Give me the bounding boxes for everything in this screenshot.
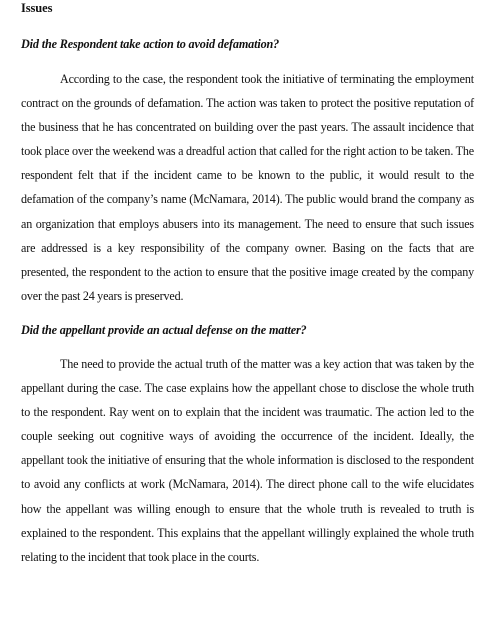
section-heading: Issues bbox=[21, 1, 53, 15]
question-heading-defense: Did the appellant provide an actual defense on the matter? bbox=[21, 322, 307, 337]
paragraph-defense: The need to provide the actual truth of the matter was a key action that was taken by the appellant during the case. The case explains how the appellant chose to disclose the whole truth to the respondent. Ray went on to explain that the incident was traumatic. The action led to the couple seeking out cognitive ways of avoiding the occurrence of the incident. Ideally, the appellant took the initiative of ensuring that the whole information is disclosed to the respondent to avoid any conflicts at work (McNamara, 2014). The direct phone call to the wife elucidates how the appellant was willing enough to ensure that the whole truth is revealed to truth is explained to the respondent. This explains that the appellant willingly explained the whole truth relating to the incident that took place in the courts. bbox=[21, 356, 474, 564]
paragraph-defamation: According to the case, the respondent took the initiative of terminating the employment contract on the grounds of defamation. The action was taken to protect the positive reputation of the business that he has concentrated on building over the past years. The assault incidence that took place over the weekend was a dreadful action that called for the right action to be taken. The respondent felt that if the incident came to be known to the public, it would result to the defamation of the company’s name (McNamara, 2014). The public would brand the company as an organization that employs abusers into its management. The need to ensure that such issues are addressed is a key responsibility of the company owner. Basing on the facts that are presented, the respondent to the action to ensure that the positive image created by the company over the past 24 years is preserved. bbox=[21, 72, 474, 303]
question-heading-defamation: Did the Respondent take action to avoid defamation? bbox=[21, 37, 280, 51]
